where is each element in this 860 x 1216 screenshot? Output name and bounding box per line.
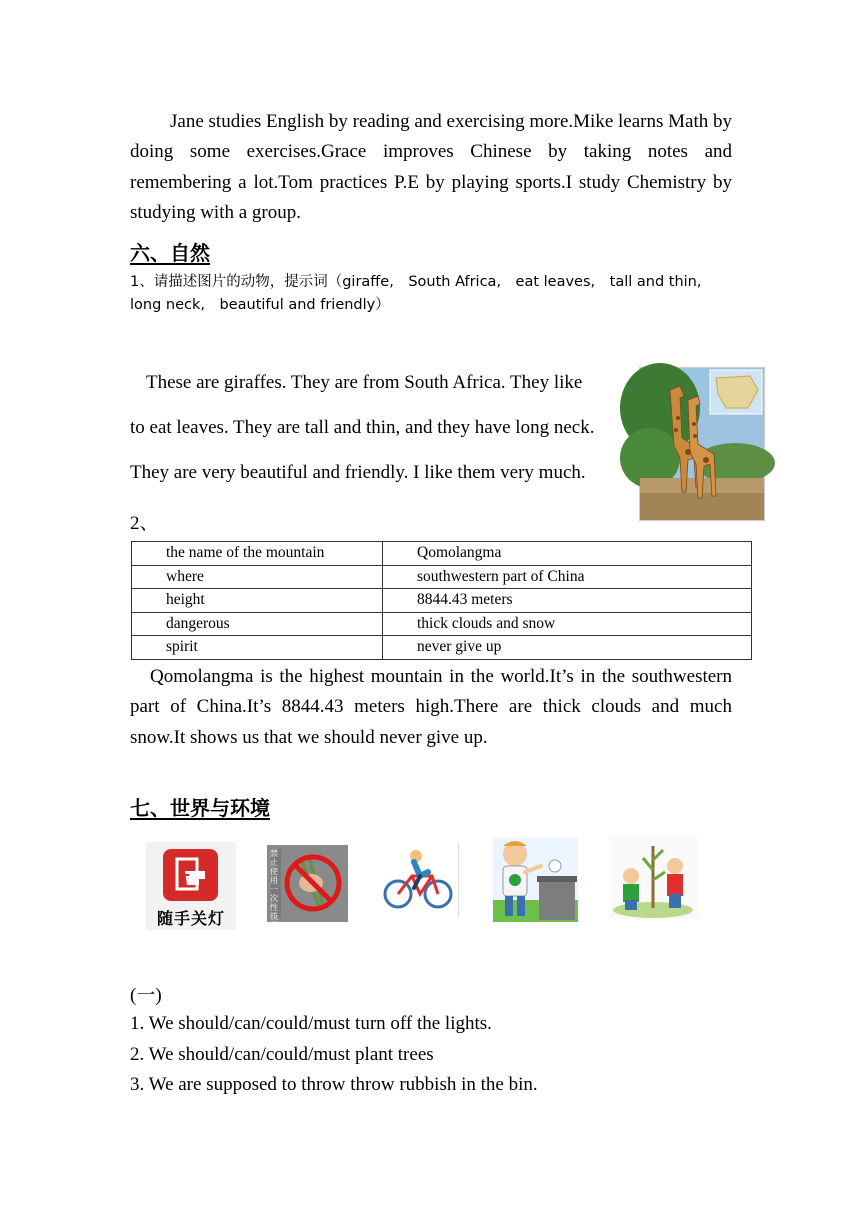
table-cell-value: Qomolangma [383,542,752,566]
table-cell-key: spirit [132,636,383,660]
study-paragraph: Jane studies English by reading and exercising more.Mike learns Math by doing some exercises.Grace improves Chinese by taking notes and remembering a lot.Tom practices P.E by playing sports.I study Chemistry by studying with a group. [130,111,732,223]
tree-planting-icon [609,836,698,919]
rubbish-bin-icon [493,838,578,922]
giraffe-line-2: to eat leaves. They are tall and thin, and they have long neck. [130,417,595,438]
list-item: 3. We are supposed to throw throw rubbish in the bin. [130,1074,538,1095]
mountain-info-table [131,541,752,660]
list-item: 1. We should/can/could/must turn off the lights. [130,1013,492,1034]
table-row [132,636,752,660]
table-cell-key: where [132,565,383,589]
table-cell-value: southwestern part of China [383,565,752,589]
giraffe-line-1: These are giraffes. They are from South Africa. They like [146,372,583,393]
light-sign-text: 随手关灯 [156,909,225,928]
table-cell-value: never give up [383,636,752,660]
bicycle-icon [380,842,458,918]
table-cell-key: the name of the mountain [132,542,383,566]
chopsticks-sign-text: 禁止使用一次性筷子 [270,849,278,930]
mountain-paragraph: Qomolangma is the highest mountain in the world.It’s in the southwestern part of China.It’s 8844.43 meters high.There are thick clouds and much snow.It shows us that we should never give up. [130,666,732,748]
throw-rubbish-picture [493,838,578,922]
turn-off-lights-sign [146,842,236,930]
table-cell-value: 8844.43 meters [383,589,752,613]
cycling-picture [380,842,459,918]
answer-list [130,1009,538,1101]
giraffe-illustration [640,368,764,520]
table-row [132,542,752,566]
table-row [132,589,752,613]
section-6-heading: 六、自然 [130,241,210,265]
giraffe-line-3: They are very beautiful and friendly. I like them very much. [130,462,586,483]
table-cell-key: height [132,589,383,613]
table-cell-key: dangerous [132,612,383,636]
sub-section-label: (一) [130,985,162,1006]
table-row [132,565,752,589]
giraffe-photo [639,367,765,521]
plant-trees-picture [609,836,698,919]
section-7-heading: 七、世界与环境 [130,796,270,820]
no-chopsticks-sign [267,845,348,930]
table-row [132,612,752,636]
question-2-label: 2、 [130,513,159,534]
question-1-prompt: 1、请描述图片的动物，提示词（giraffe, South Africa, eat leaves, tall and thin, long neck, beautiful and friendly） [130,274,702,313]
light-switch-icon [163,849,218,901]
list-item: 2. We should/can/could/must plant trees [130,1043,434,1065]
table-cell-value: thick clouds and snow [383,612,752,636]
